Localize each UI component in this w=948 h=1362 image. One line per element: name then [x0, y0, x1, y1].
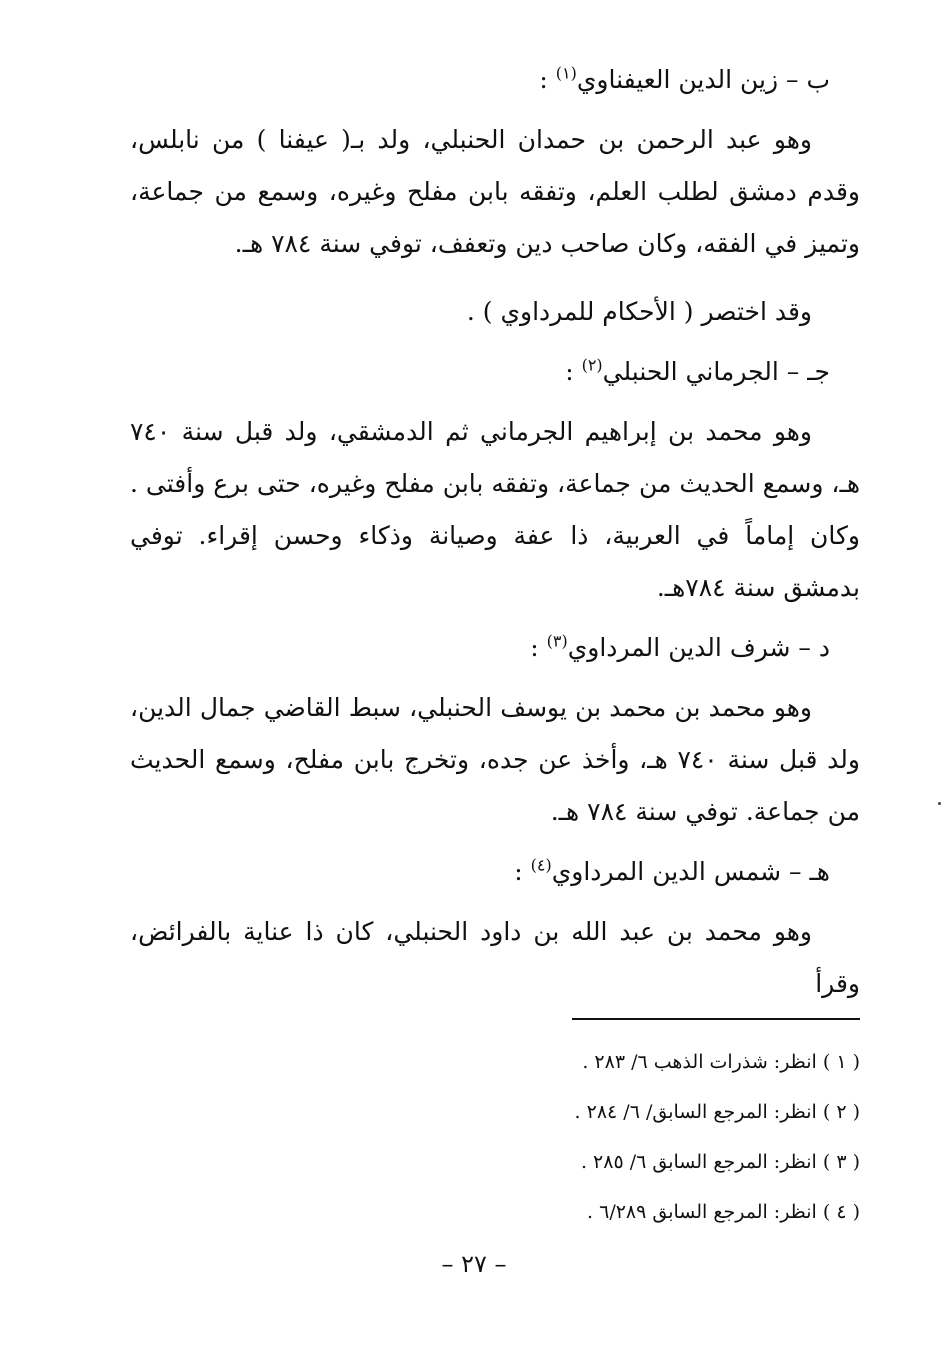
footnotes	[130, 1044, 860, 1244]
paragraph-1: وهو عبد الرحمن بن حمدان الحنبلي، ولد بـ( عيفنا ) من نابلس، وقدم دمشق لطلب العلم، وتفقه بابن مفلح وغيره، وسمع من جماعة، وتميز في الفقه، وكان صاحب دين وتعفف، توفي سنة ٧٨٤ هـ.	[130, 125, 860, 258]
section-heading-4	[130, 854, 860, 890]
section-heading-3	[130, 630, 860, 666]
main-text	[130, 62, 860, 1026]
footnote-1: ( ١ ) انظر: شذرات الذهب ٦/ ٢٨٣ .	[582, 1051, 860, 1073]
section-heading-3-text: د – شرف الدين المرداوي	[567, 633, 830, 662]
footnote-divider	[572, 1018, 860, 1020]
paragraph-4: وهو محمد بن محمد بن يوسف الحنبلي، سبط القاضي جمال الدين، ولد قبل سنة ٧٤٠ هـ، وأخذ عن جده، وتخرج بابن مفلح، وسمع الحديث من جماعة. توفي سنة ٧٨٤ هـ.	[130, 693, 860, 826]
scan-speck	[938, 802, 941, 805]
footnote-3: ( ٣ ) انظر: المرجع السابق ٦/ ٢٨٥ .	[580, 1151, 860, 1173]
section-heading-1	[130, 62, 860, 98]
footnote-2: ( ٢ ) انظر: المرجع السابق/ ٦/ ٢٨٤ .	[574, 1101, 860, 1123]
section-heading-2-text: جـ – الجرماني الحنبلي	[602, 357, 830, 386]
footnote-4: ( ٤ ) انظر: المرجع السابق ٦/٢٨٩ .	[587, 1201, 860, 1223]
section-heading-2	[130, 354, 860, 390]
footnote-ref-4: (٤)	[530, 855, 552, 875]
paragraph-5: وهو محمد بن عبد الله بن داود الحنبلي، كان ذا عناية بالفرائض، وقرأ	[130, 917, 860, 998]
paragraph-2: وقد اختصر ( الأحكام للمرداوي ) .	[466, 297, 812, 326]
section-heading-1-text: ب – زين الدين العيفناوي	[576, 65, 830, 94]
section-heading-4-colon: :	[514, 857, 523, 886]
section-heading-3-colon: :	[530, 633, 539, 662]
footnote-ref-1: (١)	[555, 63, 577, 83]
section-heading-1-colon: :	[539, 65, 548, 94]
footnote-ref-3: (٣)	[546, 631, 568, 651]
section-heading-2-colon: :	[565, 357, 574, 386]
page-number: – ٢٧ –	[441, 1250, 507, 1278]
paragraph-3: وهو محمد بن إبراهيم الجرماني ثم الدمشقي، ولد قبل سنة ٧٤٠ هـ، وسمع الحديث من جماعة، وتفقه بابن مفلح وغيره، حتى برع وأفتى . وكان إماماً في العربية، ذا عفة وصيانة وذكاء وحسن إقراء. توفي بدمشق سنة ٧٨٤هـ.	[130, 417, 860, 602]
section-heading-4-text: هـ – شمس الدين المرداوي	[551, 857, 830, 886]
footnote-ref-2: (٢)	[581, 355, 603, 375]
